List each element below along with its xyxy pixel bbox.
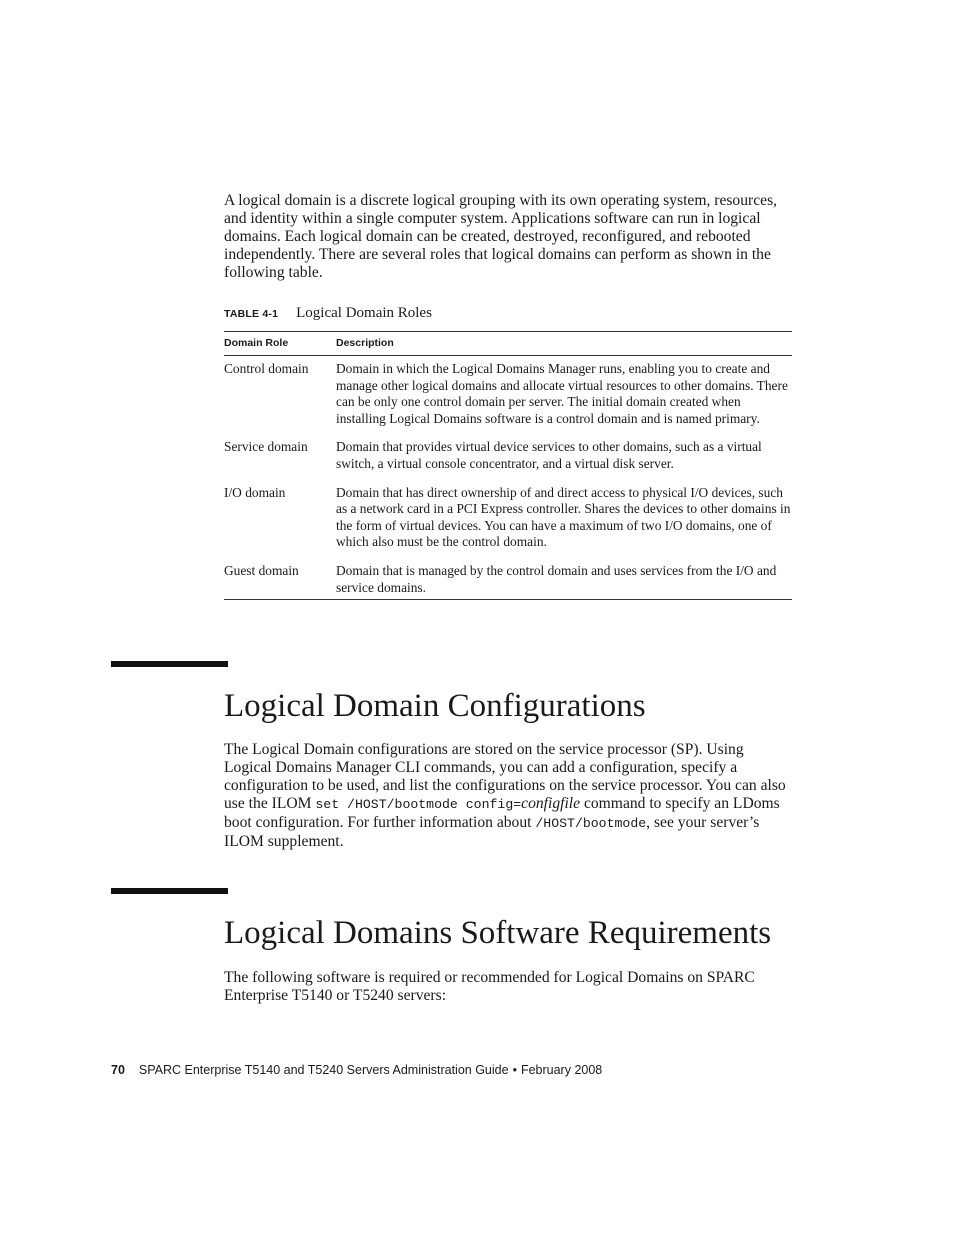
configurations-text-a: The Logical Domain configurations are stored on the service processor (SP). Using Logical Domains Manager CLI commands, you can add a configuration, specify a configuration to be used, and list the configurations on the service processor. You can also use the ILOM <box>224 741 786 812</box>
description-cell: Domain that provides virtual device services to other domains, such as a virtual switch, a virtual console concentrator, and a virtual disk server. <box>336 439 762 471</box>
table-row <box>224 481 792 559</box>
code-configfile: configfile <box>521 795 581 812</box>
code-set-bootmode: set /HOST/bootmode config= <box>315 797 522 812</box>
section-heading-software-requirements: Logical Domains Software Requirements <box>224 915 772 951</box>
configurations-paragraph <box>224 741 794 851</box>
column-header-description: Description <box>336 332 792 356</box>
description-cell: Domain that is managed by the control domain and uses services from the I/O and service domains. <box>336 559 792 600</box>
table-row <box>224 356 792 436</box>
footer-title: SPARC Enterprise T5140 and T5240 Servers Administration Guide <box>138 1063 509 1077</box>
configurations-text-c: , see your server’s ILOM supplement. <box>224 814 760 850</box>
page-number: 70 <box>111 1063 125 1077</box>
software-requirements-paragraph: The following software is required or recommended for Logical Domains on SPARC Enterprise T5140 or T5240 servers: <box>224 969 755 1004</box>
domain-roles-table <box>224 331 792 600</box>
column-header-role: Domain Role <box>224 332 336 356</box>
section-heading-configurations: Logical Domain Configurations <box>224 688 646 724</box>
role-cell: Guest domain <box>224 559 336 600</box>
role-cell: Control domain <box>224 361 309 376</box>
table-title: Logical Domain Roles <box>296 305 432 321</box>
role-cell: I/O domain <box>224 484 286 500</box>
table-label: TABLE 4-1 <box>224 308 279 320</box>
page-footer <box>111 1063 602 1077</box>
description-cell: Domain in which the Logical Domains Manager runs, enabling you to create and manage other logical domains and allocate virtual resources to other domains. There can be only one control domain per server. The initial domain created when installing Logical Domains software is a control domain and is named primary. <box>336 361 788 426</box>
section-divider-bar <box>111 888 228 894</box>
table-row <box>224 559 792 600</box>
footer-bullet: • <box>512 1063 517 1077</box>
intro-paragraph: A logical domain is a discrete logical grouping with its own operating system, resources, and identity within a single computer system. Applications software can run in logical domains. Each logical domain can be created, destroyed, reconfigured, and rebooted independently. There are several roles that logical domains can perform as shown in the following table. <box>224 192 778 281</box>
configurations-text-b: command to specify an LDoms boot configuration. For further information about <box>224 795 780 831</box>
description-cell: Domain that has direct ownership of and direct access to physical I/O devices, such as a network card in a PCI Express controller. Shares the devices to other domains in the form of virtual devices. You can have a maximum of two I/O domains, one of which also must be the control domain. <box>336 484 791 550</box>
footer-date: February 2008 <box>520 1063 603 1077</box>
role-cell: Service domain <box>224 439 308 455</box>
table-row <box>224 435 792 480</box>
table-header-row <box>224 332 792 356</box>
table-caption <box>224 304 794 322</box>
section-divider-bar <box>111 661 228 667</box>
code-host-bootmode: /HOST/bootmode <box>535 816 647 831</box>
